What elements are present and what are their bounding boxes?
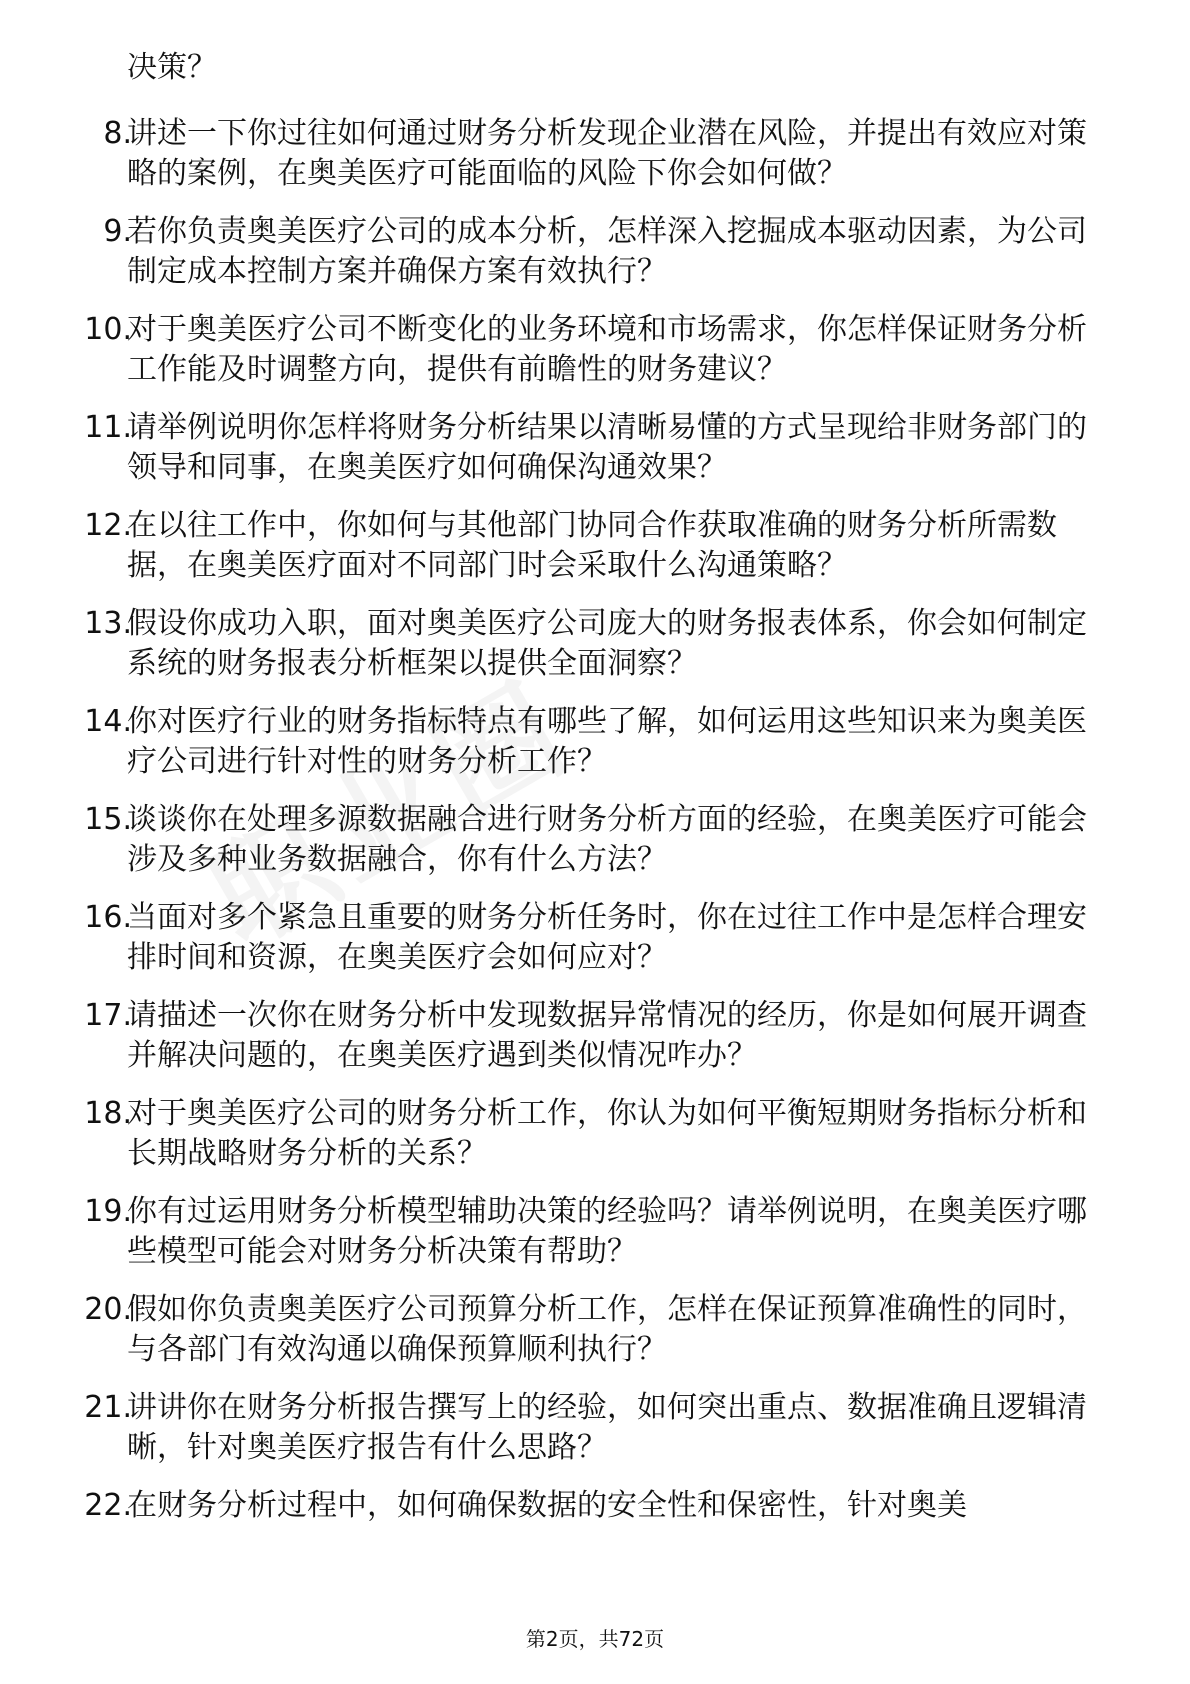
list-item bbox=[0, 1290, 1190, 1370]
list-item bbox=[0, 604, 1190, 684]
list-item bbox=[0, 1388, 1190, 1468]
continuation-text: 决策？ bbox=[127, 50, 217, 85]
question-text: 在以往工作中，你如何与其他部门协同合作获取准确的财务分析所需数据，在奥美医疗面对不同部门时会采取什么沟通策略？ bbox=[127, 508, 1057, 583]
list-item bbox=[0, 506, 1190, 586]
list-item bbox=[0, 310, 1190, 390]
question-text: 讲述一下你过往如何通过财务分析发现企业潜在风险，并提出有效应对策略的案例，在奥美医疗可能面临的风险下你会如何做？ bbox=[127, 116, 1087, 191]
list-item bbox=[0, 212, 1190, 292]
question-number: 22. bbox=[84, 1488, 132, 1523]
question-text: 谈谈你在处理多源数据融合进行财务分析方面的经验，在奥美医疗可能会涉及多种业务数据融合，你有什么方法？ bbox=[127, 802, 1087, 877]
question-text: 讲讲你在财务分析报告撰写上的经验，如何突出重点、数据准确且逻辑清晰，针对奥美医疗报告有什么思路？ bbox=[127, 1390, 1087, 1465]
question-text: 若你负责奥美医疗公司的成本分析，怎样深入挖掘成本驱动因素，为公司制定成本控制方案并确保方案有效执行？ bbox=[127, 214, 1087, 289]
question-text: 在财务分析过程中，如何确保数据的安全性和保密性，针对奥美 bbox=[127, 1488, 967, 1523]
page-footer: 第2页，共72页 bbox=[525, 1627, 665, 1651]
question-text: 你对医疗行业的财务指标特点有哪些了解，如何运用这些知识来为奥美医疗公司进行针对性的财务分析工作？ bbox=[127, 704, 1087, 779]
question-text: 你有过运用财务分析模型辅助决策的经验吗？请举例说明，在奥美医疗哪些模型可能会对财务分析决策有帮助？ bbox=[127, 1194, 1087, 1269]
question-text: 请举例说明你怎样将财务分析结果以清晰易懂的方式呈现给非财务部门的领导和同事，在奥美医疗如何确保沟通效果？ bbox=[127, 410, 1087, 485]
question-text: 假如你负责奥美医疗公司预算分析工作，怎样在保证预算准确性的同时，与各部门有效沟通以确保预算顺利执行？ bbox=[127, 1292, 1087, 1367]
question-number: 13. bbox=[84, 606, 132, 641]
question-text: 假设你成功入职，面对奥美医疗公司庞大的财务报表体系，你会如何制定系统的财务报表分析框架以提供全面洞察？ bbox=[127, 606, 1087, 681]
list-item bbox=[0, 1486, 1190, 1566]
question-list bbox=[0, 114, 1190, 1584]
list-item bbox=[0, 1192, 1190, 1272]
list-item bbox=[0, 114, 1190, 194]
question-number: 9. bbox=[103, 214, 132, 249]
question-number: 12. bbox=[84, 508, 132, 543]
question-number: 20. bbox=[84, 1292, 132, 1327]
question-number: 16. bbox=[84, 900, 132, 935]
question-number: 18. bbox=[84, 1096, 132, 1131]
list-item bbox=[0, 408, 1190, 488]
list-item bbox=[0, 996, 1190, 1076]
list-item bbox=[0, 702, 1190, 782]
question-number: 21. bbox=[84, 1390, 132, 1425]
question-number: 17. bbox=[84, 998, 132, 1033]
question-number: 15. bbox=[84, 802, 132, 837]
question-number: 8. bbox=[103, 116, 132, 151]
question-text: 对于奥美医疗公司不断变化的业务环境和市场需求，你怎样保证财务分析工作能及时调整方向，提供有前瞻性的财务建议？ bbox=[127, 312, 1087, 387]
list-item bbox=[0, 800, 1190, 880]
list-item bbox=[0, 1094, 1190, 1174]
question-text: 请描述一次你在财务分析中发现数据异常情况的经历，你是如何展开调查并解决问题的，在奥美医疗遇到类似情况咋办？ bbox=[127, 998, 1087, 1073]
list-item bbox=[0, 898, 1190, 978]
question-number: 14. bbox=[84, 704, 132, 739]
question-text: 当面对多个紧急且重要的财务分析任务时，你在过往工作中是怎样合理安排时间和资源，在奥美医疗会如何应对？ bbox=[127, 900, 1087, 975]
question-number: 10. bbox=[84, 312, 132, 347]
question-number: 19. bbox=[84, 1194, 132, 1229]
question-text: 对于奥美医疗公司的财务分析工作，你认为如何平衡短期财务指标分析和长期战略财务分析的关系？ bbox=[127, 1096, 1087, 1171]
question-number: 11. bbox=[84, 410, 132, 445]
